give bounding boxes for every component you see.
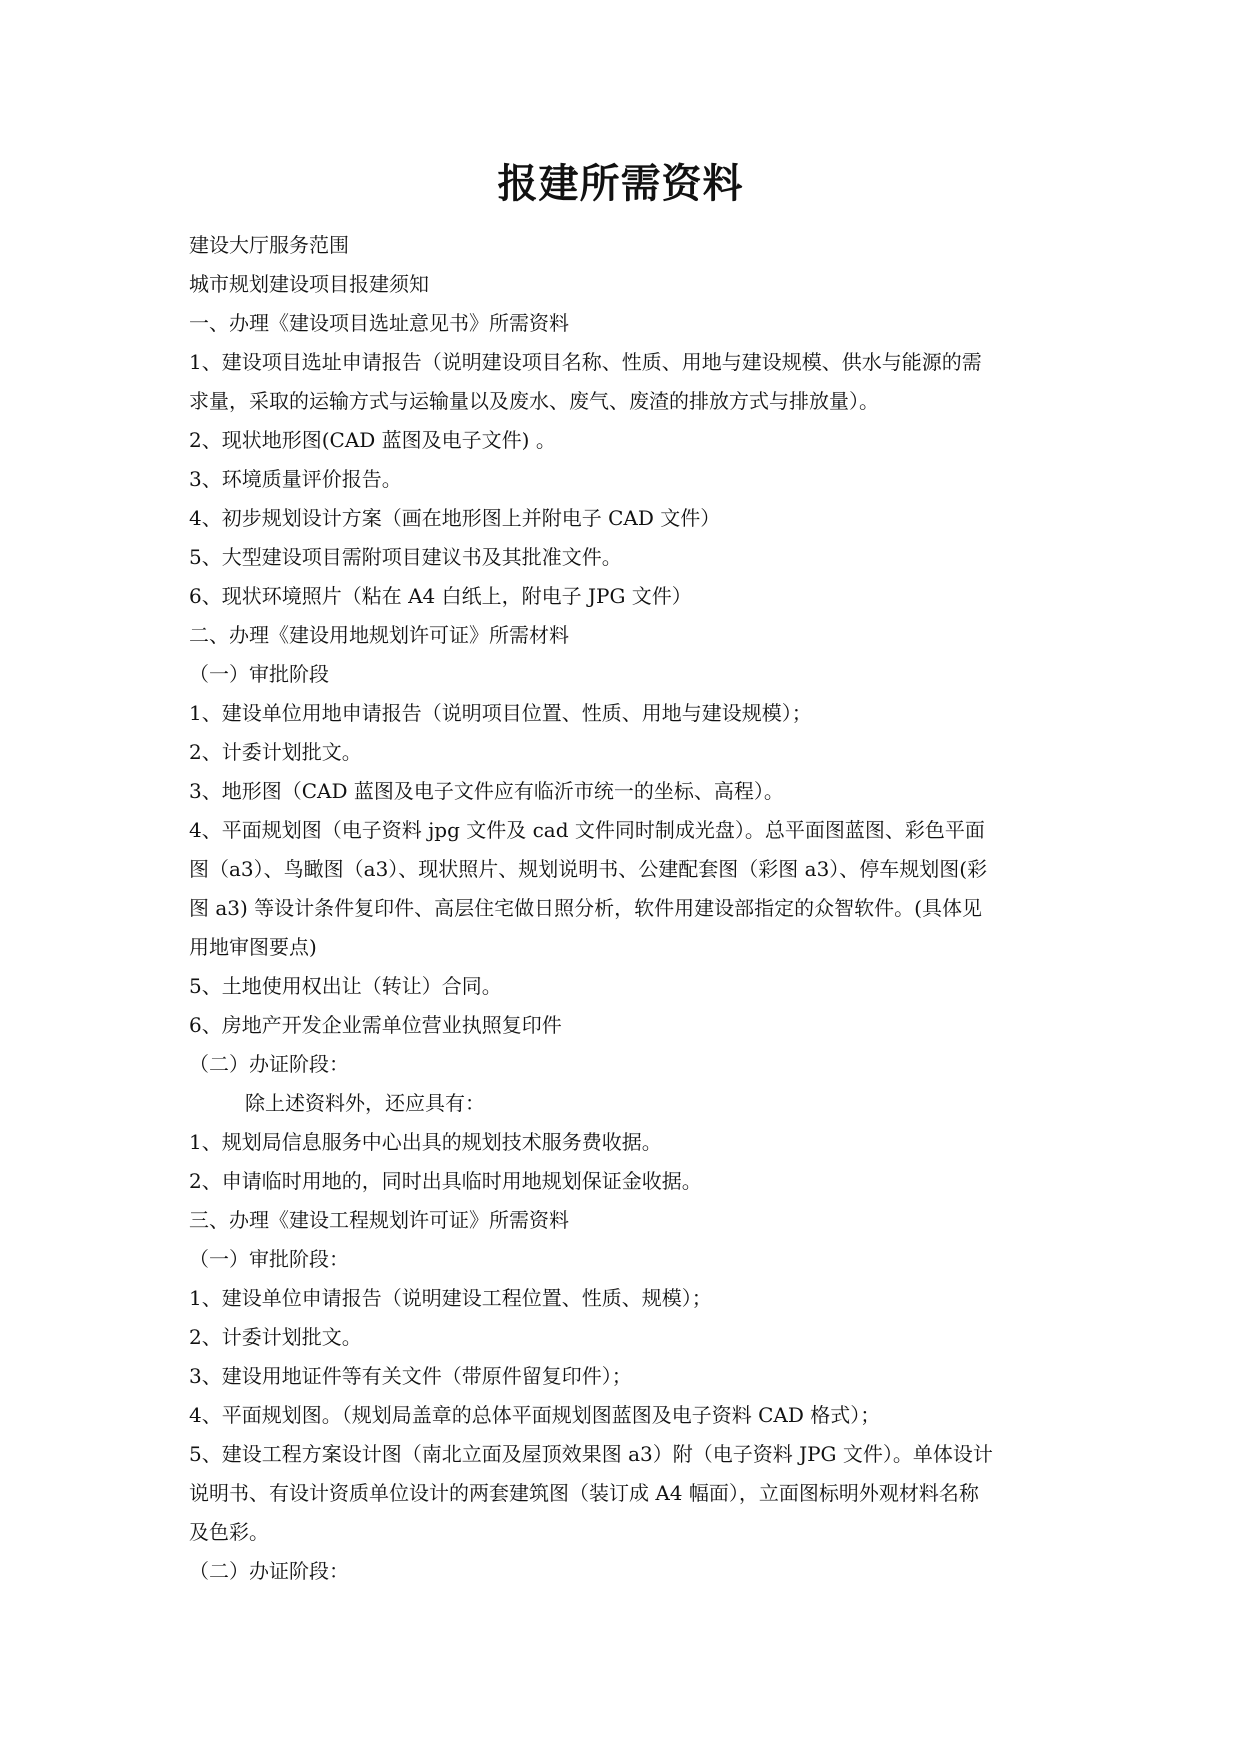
section-heading: 一、办理《建设项目选址意见书》所需资料 <box>189 311 569 335</box>
text-line: 图（a3）、鸟瞰图（a3）、现状照片、规划说明书、公建配套图（彩图 a3）、停车规划图(彩 <box>189 857 988 881</box>
text-line: 说明书、有设计资质单位设计的两套建筑图（装订成 A4 幅面），立面图标明外观材料名称 <box>189 1481 979 1505</box>
text-line: 建设大厅服务范围 <box>189 233 349 257</box>
text-line: 5、建设工程方案设计图（南北立面及屋顶效果图 a3）附（电子资料 JPG 文件）。单体设计 <box>189 1442 993 1466</box>
text-line: 2、申请临时用地的，同时出具临时用地规划保证金收据。 <box>189 1169 702 1193</box>
text-line: 6、现状环境照片（粘在 A4 白纸上，附电子 JPG 文件） <box>189 584 692 608</box>
text-line: 3、建设用地证件等有关文件（带原件留复印件）； <box>189 1364 632 1388</box>
text-line: 求量，采取的运输方式与运输量以及废水、废气、废渣的排放方式与排放量）。 <box>189 389 879 413</box>
text-line: 1、建设单位用地申请报告（说明项目位置、性质、用地与建设规模）； <box>189 701 812 725</box>
subsection-heading: （二）办证阶段： <box>189 1052 349 1076</box>
text-line: 1、建设项目选址申请报告（说明建设项目名称、性质、用地与建设规模、供水与能源的需 <box>189 350 982 374</box>
text-line: 4、初步规划设计方案（画在地形图上并附电子 CAD 文件） <box>189 506 721 530</box>
text-line: 4、平面规划图（电子资料 jpg 文件及 cad 文件同时制成光盘）。总平面图蓝图、彩色平面 <box>189 818 985 842</box>
text-line: 4、平面规划图。（规划局盖章的总体平面规划图蓝图及电子资料 CAD 格式）； <box>189 1403 881 1427</box>
text-line: 1、规划局信息服务中心出具的规划技术服务费收据。 <box>189 1130 662 1154</box>
page-title: 报建所需资料 <box>497 161 744 207</box>
text-line: 用地审图要点) <box>189 935 317 959</box>
text-line: 1、建设单位申请报告（说明建设工程位置、性质、规模）； <box>189 1286 712 1310</box>
subsection-heading: （一）审批阶段 <box>189 662 329 686</box>
text-line: 图 a3) 等设计条件复印件、高层住宅做日照分析，软件用建设部指定的众智软件。(具体见 <box>189 896 982 920</box>
text-line: 2、现状地形图(CAD 蓝图及电子文件) 。 <box>189 428 556 452</box>
document-body <box>189 226 1059 1591</box>
text-line: 2、计委计划批文。 <box>189 1325 362 1349</box>
text-line: 除上述资料外，还应具有： <box>245 1091 485 1115</box>
subsection-heading: （二）办证阶段： <box>189 1559 349 1583</box>
section-heading: 二、办理《建设用地规划许可证》所需材料 <box>189 623 569 647</box>
subsection-heading: （一）审批阶段： <box>189 1247 349 1271</box>
text-line: 2、计委计划批文。 <box>189 740 362 764</box>
section-heading: 三、办理《建设工程规划许可证》所需资料 <box>189 1208 569 1232</box>
text-line: 5、土地使用权出让（转让）合同。 <box>189 974 502 998</box>
text-line: 3、地形图（CAD 蓝图及电子文件应有临沂市统一的坐标、高程）。 <box>189 779 784 803</box>
text-line: 6、房地产开发企业需单位营业执照复印件 <box>189 1013 562 1037</box>
text-line: 及色彩。 <box>189 1520 269 1544</box>
text-line: 城市规划建设项目报建须知 <box>189 272 429 296</box>
text-line: 3、环境质量评价报告。 <box>189 467 402 491</box>
text-line: 5、大型建设项目需附项目建议书及其批准文件。 <box>189 545 622 569</box>
